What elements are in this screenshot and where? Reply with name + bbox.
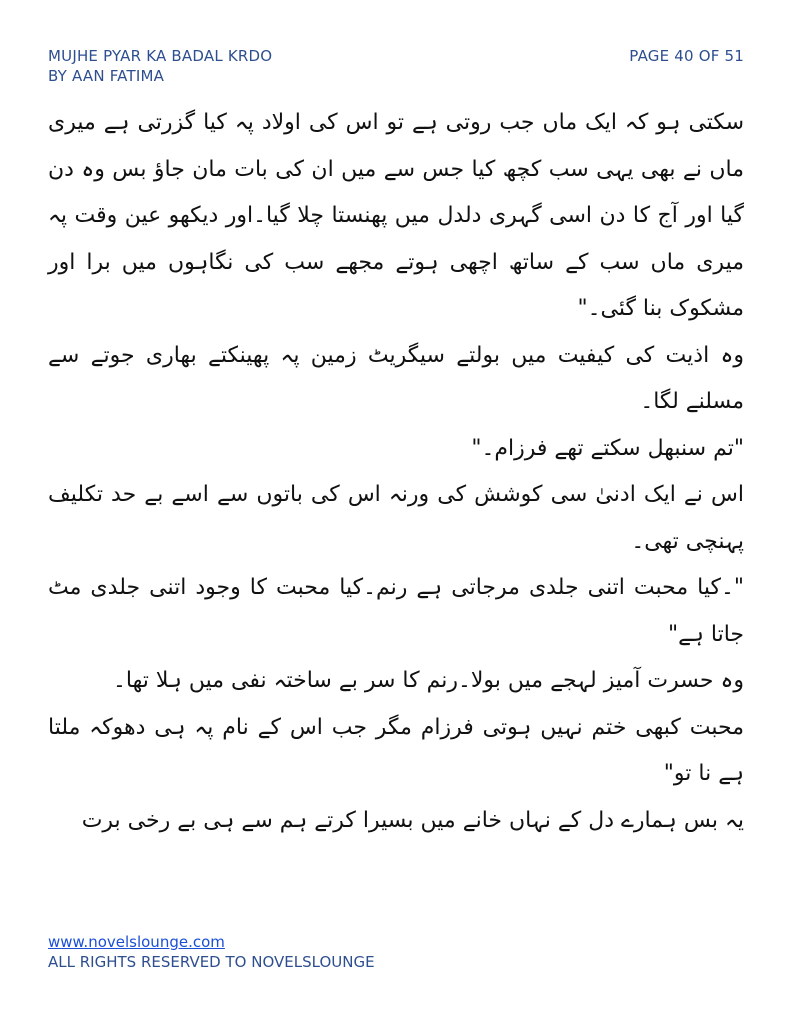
- rights-notice: ALL RIGHTS RESERVED TO NOVELSLOUNGE: [48, 953, 375, 971]
- paragraph: یہ بس ہمارے دل کے نہاں خانے میں بسیرا کرتے ہم سے ہی بے رخی برت: [81, 807, 744, 833]
- website-link[interactable]: www.novelslounge.com: [48, 933, 225, 951]
- header-row-1: [48, 46, 744, 66]
- paragraph: "۔کیا محبت اتنی جلدی مرجاتی ہے رنم۔کیا محبت کا وجود اتنی جلدی مٹ جاتا ہے": [48, 575, 744, 647]
- paragraph: وہ اذیت کی کیفیت میں بولتے سیگریٹ زمین پہ پھینکتے بھاری جوتے سے مسلنے لگا۔: [48, 342, 744, 414]
- paragraph: اس نے ایک ادنیٰ سی کوشش کی ورنہ اس کی باتوں سے اسے بے حد تکلیف پہنچی تھی۔: [48, 482, 744, 554]
- paragraph: محبت کبھی ختم نہیں ہوتی فرزام مگر جب اس کے نام پہ ہی دھوکہ ملتا ہے نا تو": [48, 714, 744, 786]
- author-name: BY AAN FATIMA: [48, 67, 165, 85]
- novel-title: MUJHE PYAR KA BADAL KRDO: [48, 47, 273, 65]
- paragraph: "تم سنبھل سکتے تھے فرزام۔": [471, 435, 744, 461]
- page-header: [48, 46, 744, 86]
- page-body: [48, 100, 744, 844]
- page-number: PAGE 40 OF 51: [629, 47, 744, 65]
- header-row-2: [48, 66, 744, 86]
- paragraph: سکتی ہو کہ ایک ماں جب روتی ہے تو اس کی اولاد پہ کیا گزرتی ہے میری ماں نے بھی یہی سب کچھ کیا جس سے میں ان کی بات مان جاؤ بس وہ دن گیا اور آج کا دن اسی گہری دلدل میں پھنستا چلا گیا۔اور دیکھو عین وقت پہ میری ماں سب کے ساتھ اچھی ہوتے مجھے سب کی نگاہوں میں برا اور مشکوک بنا گئی۔": [48, 110, 744, 321]
- page-footer: [48, 932, 375, 972]
- paragraph: وہ حسرت آمیز لہجے میں بولا۔رنم کا سر بے ساختہ نفی میں ہلا تھا۔: [112, 668, 744, 693]
